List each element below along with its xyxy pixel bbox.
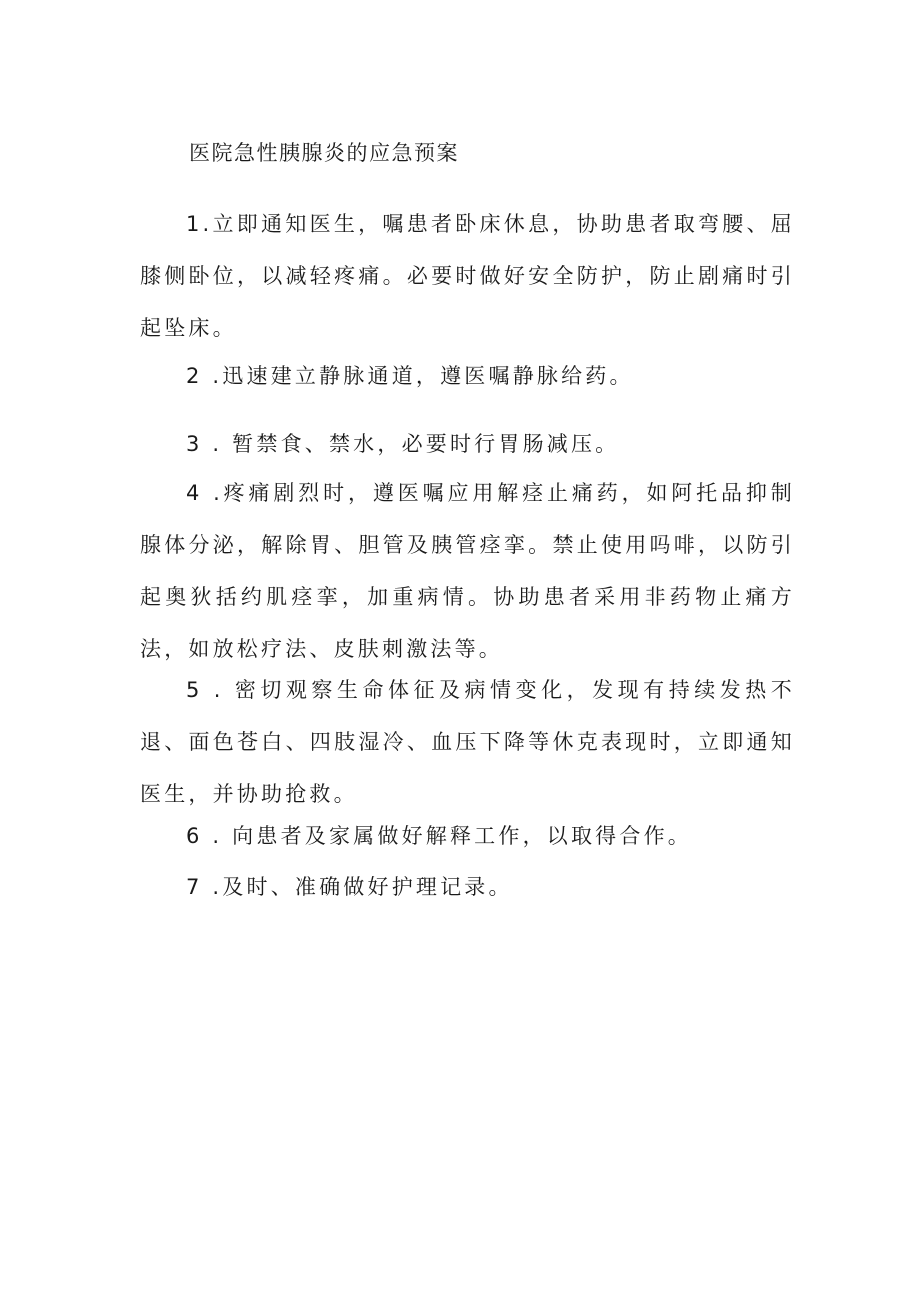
paragraph-4: 4 .疼痛剧烈时，遵医嘱应用解痉止痛药，如阿托品抑制腺体分泌，解除胃、胆管及胰管痉挛。禁止使用吗啡，以防引起奥狄括约肌痉挛，加重病情。协助患者采用非药物止痛方法，如放松疗法、皮肤刺激法等。 [140, 481, 795, 661]
paragraph-1: 1.立即通知医生，嘱患者卧床休息，协助患者取弯腰、屈膝侧卧位，以减轻疼痛。必要时做好安全防护，防止剧痛时引起坠床。 [140, 212, 795, 340]
paragraph-3: 3 . 暂禁食、禁水，必要时行胃肠减压。 [186, 432, 620, 456]
paragraph-6: 6 . 向患者及家属做好解释工作，以取得合作。 [186, 824, 692, 848]
paragraph-5: 5 . 密切观察生命体征及病情变化，发现有持续发热不退、面色苍白、四肢湿冷、血压下降等休克表现时，立即通知医生，并协助抢救。 [140, 678, 795, 806]
document-title: 医院急性胰腺炎的应急预案 [189, 141, 459, 165]
paragraph-7: 7 .及时、准确做好护理记录。 [186, 875, 513, 899]
paragraph-2: 2 .迅速建立静脉通道，遵医嘱静脉给药。 [186, 364, 634, 388]
